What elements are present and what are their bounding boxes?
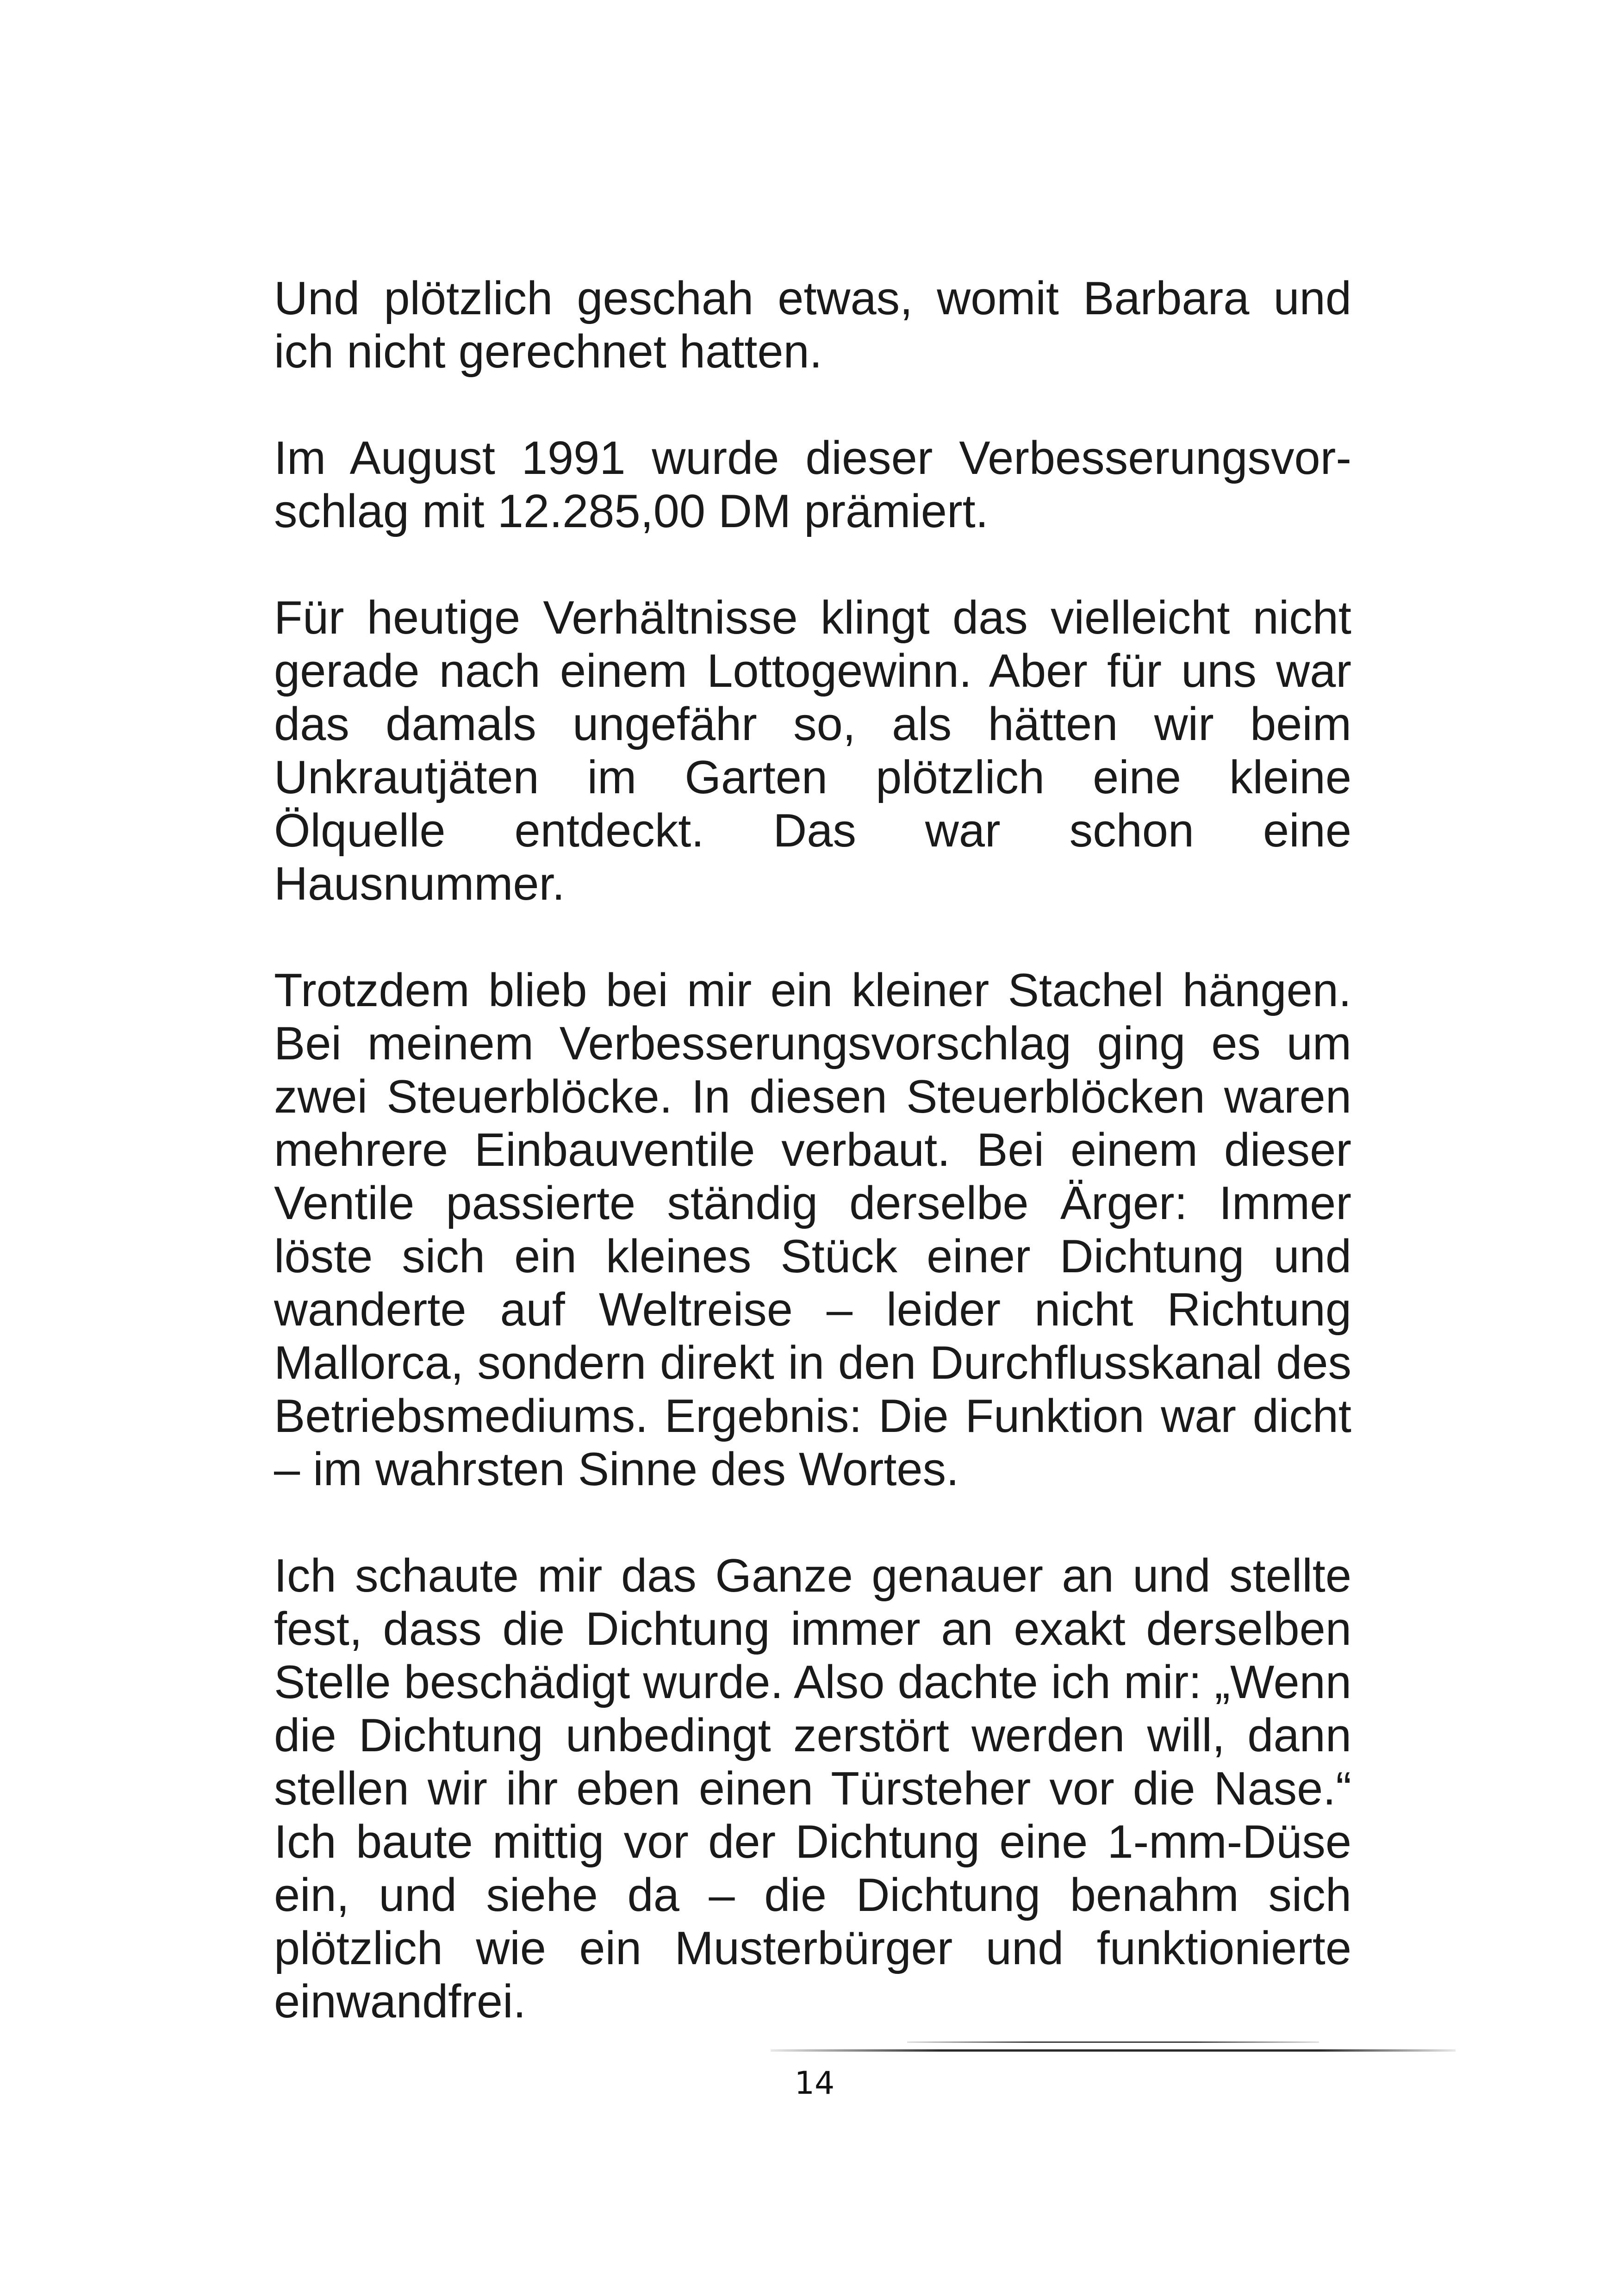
body-text	[274, 272, 1351, 2028]
paragraph-4: Trotzdem blieb bei mir ein kleiner Stachel hängen. Bei meinem Verbesserungsvorschlag ging es um zwei Steuerblöcke. In diesen Steuerblöcken waren mehrere Einbauventile verbaut. Bei einem dieser Ventile passierte ständig derselbe Ärger: Immer löste sich ein kleines Stück einer Dichtung und wanderte auf Weltreise – leider nicht Richtung Mallorca, sondern direkt in den Durchflusskanal des Betriebsmediums. Ergebnis: Die Funktion war dicht – im wahrsten Sinne des Wortes.	[274, 964, 1351, 1495]
paragraph-1: Und plötzlich geschah etwas, womit Barbara und ich nicht gerechnet hatten.	[274, 273, 1351, 378]
paragraph-2: Im August 1991 wurde dieser Verbesserungsvorschlag mit 12.285,00 DM prämiert.	[274, 432, 1351, 537]
footer-divider-lower	[771, 2049, 1456, 2052]
page-number: 14	[794, 2065, 835, 2102]
paragraph-5: Ich schaute mir das Ganze genauer an und stellte fest, dass die Dichtung immer an exakt derselben Stelle beschädigt wurde. Also dachte ich mir: „Wenn die Dichtung unbedingt zerstört werden will, dann stellen wir ihr eben einen Türsteher vor die Nase.“ Ich baute mittig vor der Dichtung eine 1-mm-Düse ein, und siehe da – die Dichtung benahm sich plötzlich wie ein Musterbürger und funktionierte einwandfrei.	[274, 1550, 1351, 2028]
paragraph-3: Für heutige Verhältnisse klingt das vielleicht nicht gerade nach einem Lottogewinn. Aber für uns war das damals ungefähr so, als hätten wir beim Unkrautjäten im Garten plötzlich eine kleine Ölquelle entdeckt. Das war schon eine Hausnummer.	[274, 592, 1351, 910]
footer-divider-upper	[907, 2041, 1319, 2043]
